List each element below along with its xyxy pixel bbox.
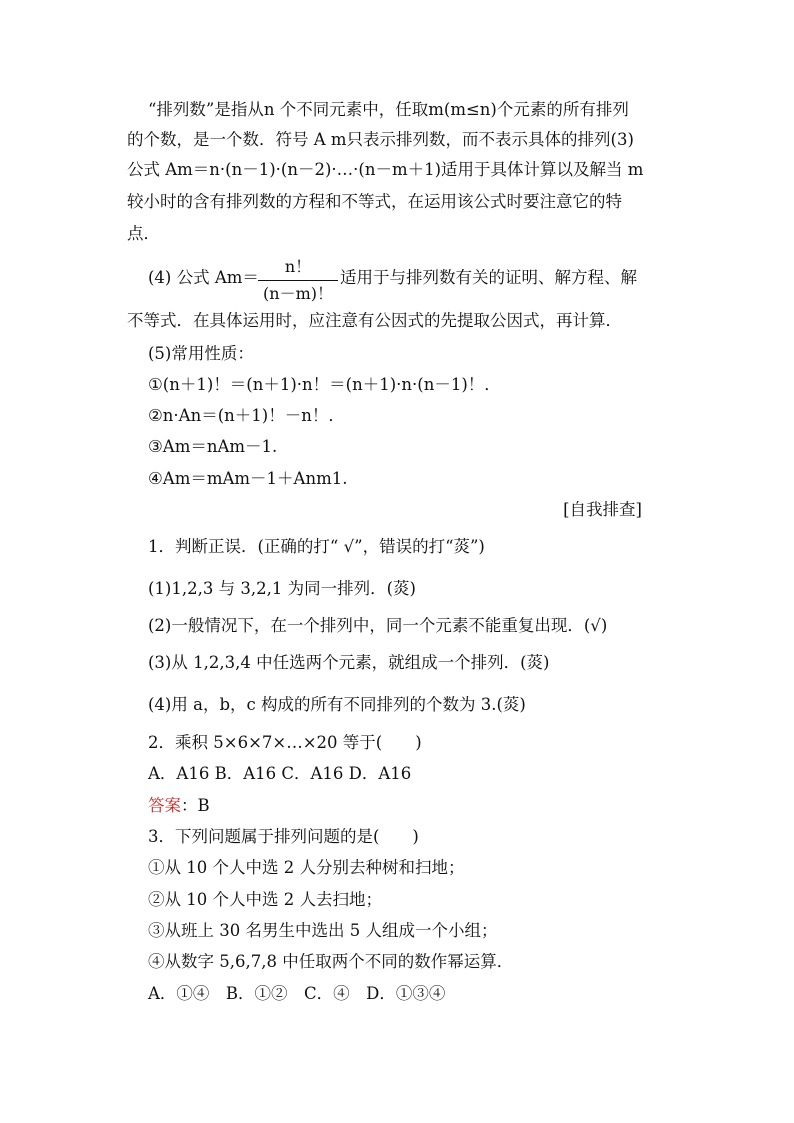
text-line-1: “排列数”是指从n 个不同元素中，任取m(m≤n)个元素的所有排列 [148, 100, 629, 119]
text-line-2: 的个数，是一个数．符号 A m只表示排列数，而不表示具体的排列(3) [127, 130, 634, 149]
fraction-bar [258, 280, 338, 281]
question-3-options: A．①④ B．①② C．④ D．①③④ [148, 984, 446, 1003]
answer-label: 答案 [148, 796, 181, 815]
property-item: ④Am＝mAm－1＋Anm1. [148, 469, 348, 488]
self-check-heading: [自我排查] [563, 500, 642, 519]
question-1-item: (1)1,2,3 与 3,2,1 为同一排列．(菼) [148, 579, 416, 598]
question-3-item: ④从数字 5,6,7,8 中任取两个不同的数作幂运算． [148, 952, 514, 971]
text-line-3: 公式 Am＝n·(n－1)·(n－2)·…·(n－m＋1)适用于具体计算以及解当 m [127, 160, 644, 179]
formula-4-prefix: (4) 公式 Am＝ [148, 268, 259, 287]
question-3-item: ③从班上 30 名男生中选出 5 人组成一个小组； [148, 921, 498, 940]
question-2-options: A．A16 B．A16 C．A16 D．A16 [148, 764, 412, 783]
question-2-stem: 2．乘积 5×6×7×…×20 等于( ) [148, 733, 422, 752]
property-item: ②n·An＝(n＋1)！－n！． [148, 406, 345, 425]
question-3-stem: 3．下列问题属于排列问题的是( ) [148, 827, 419, 846]
fraction-numerator: n！ [284, 257, 312, 276]
answer-value: ：B [181, 796, 210, 815]
question-1-item: (2)一般情况下，在一个排列中，同一个元素不能重复出现．(√) [148, 616, 608, 635]
question-3-item: ①从 10 个人中选 2 人分别去种树和扫地； [148, 858, 465, 877]
fraction-denominator: (n－m)！ [263, 284, 333, 303]
text-line-5: 点． [127, 224, 160, 243]
properties-title: (5)常用性质： [148, 344, 254, 363]
formula-4-fraction [258, 256, 338, 305]
question-1-item: (4)用 a，b，c 构成的所有不同排列的个数为 3.(菼) [148, 695, 526, 714]
question-2-answer [148, 795, 794, 817]
formula-4-suffix: 适用于与排列数有关的证明、解方程、解 [340, 268, 637, 287]
question-3-item: ②从 10 个人中选 2 人去扫地； [148, 890, 382, 909]
question-1-stem: 1．判断正误．(正确的打“ √”，错误的打“菼”) [148, 537, 485, 556]
question-1-item: (3)从 1,2,3,4 中任选两个元素，就组成一个排列．(菼) [148, 653, 550, 672]
property-item: ③Am＝nAm－1. [148, 437, 278, 456]
formula-4-continuation: 不等式．在具体运用时，应注意有公因式的先提取公因式，再计算． [127, 311, 622, 330]
text-line-4: 较小时的含有排列数的方程和不等式，在运用该公式时要注意它的特 [127, 192, 622, 211]
property-item: ①(n＋1)！＝(n＋1)·n！＝(n＋1)·n·(n－1)！． [148, 375, 501, 394]
